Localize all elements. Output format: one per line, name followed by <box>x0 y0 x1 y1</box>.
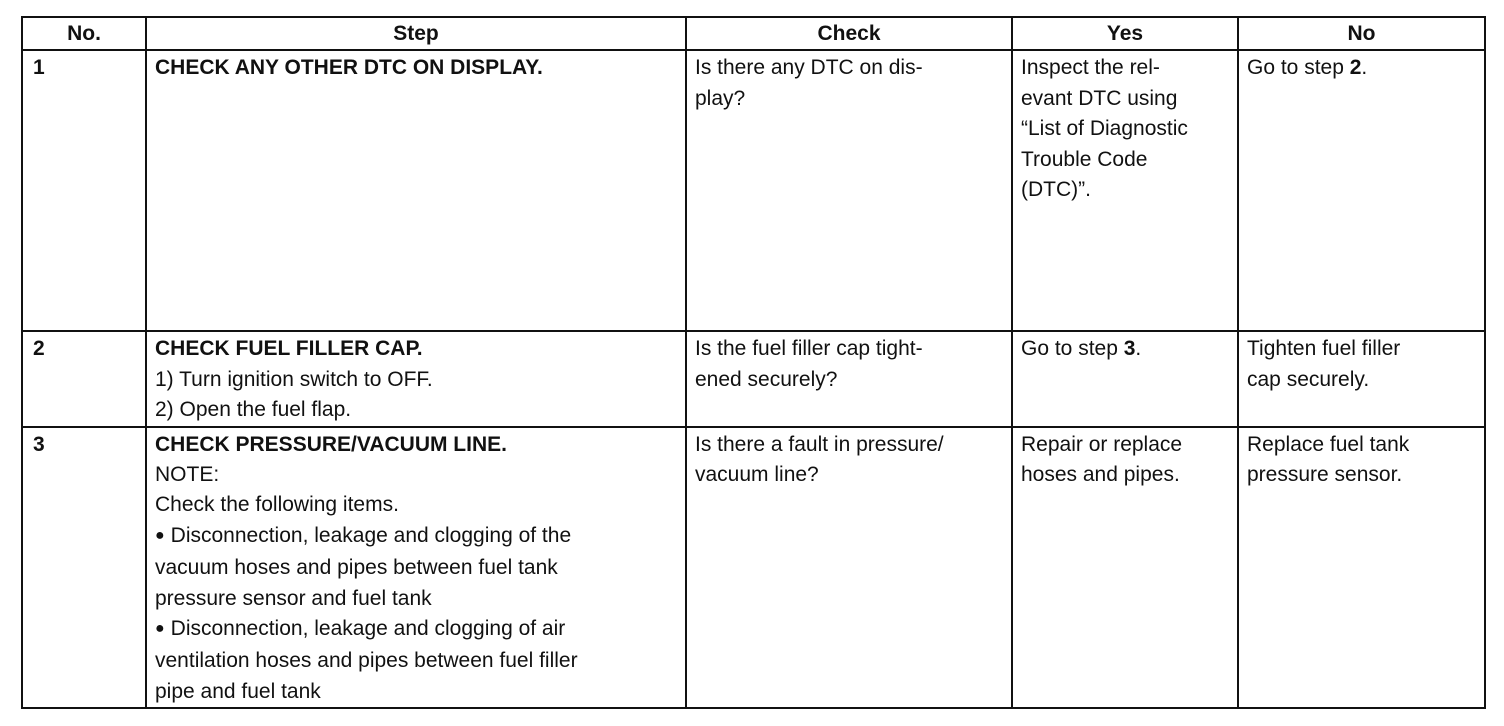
step-cell <box>146 50 686 331</box>
table-row <box>22 427 1485 709</box>
step-title: CHECK ANY OTHER DTC ON DISPLAY. <box>155 56 543 80</box>
check-line: vacuum line? <box>695 463 819 487</box>
check-cell <box>686 427 1012 709</box>
step-number: 1 <box>22 50 146 331</box>
bullet-icon: ● <box>155 526 165 544</box>
yes-line: evant DTC using <box>1021 86 1178 110</box>
no-cell <box>1238 50 1485 331</box>
step-number: 2 <box>22 331 146 426</box>
check-line: play? <box>695 86 746 110</box>
header-no: No. <box>22 17 146 50</box>
bullet-line: Disconnection, leakage and clogging of the <box>170 523 572 547</box>
header-yes: Yes <box>1012 17 1238 50</box>
no-line: Tighten fuel filler <box>1247 337 1401 361</box>
bullet-line: vacuum hoses and pipes between fuel tank <box>155 556 558 580</box>
yes-line: “List of Diagnostic <box>1021 117 1188 141</box>
step-cell <box>146 427 686 709</box>
yes-line: hoses and pipes. <box>1021 463 1180 487</box>
check-line: Is there a fault in pressure/ <box>695 432 944 456</box>
bullet-line: ventilation hoses and pipes between fuel filler <box>155 649 578 673</box>
no-line: Replace fuel tank <box>1247 432 1410 456</box>
yes-line: Repair or replace <box>1021 432 1183 456</box>
step-intro: Check the following items. <box>155 493 399 517</box>
no-text: Go to step <box>1247 56 1350 80</box>
bullet-item <box>155 521 677 614</box>
header-step: Step <box>146 17 686 50</box>
bullet-line: pressure sensor and fuel tank <box>155 586 432 610</box>
yes-text: Go to step <box>1021 337 1124 361</box>
step-cell <box>146 331 686 426</box>
bullet-line: pipe and fuel tank <box>155 679 321 703</box>
yes-line: (DTC)”. <box>1021 178 1091 202</box>
yes-text-suffix: . <box>1135 337 1142 361</box>
yes-cell <box>1012 427 1238 709</box>
step-title: CHECK FUEL FILLER CAP. <box>155 337 423 361</box>
table-row <box>22 50 1485 331</box>
table-row <box>22 331 1485 426</box>
yes-line: Trouble Code <box>1021 147 1148 171</box>
bullet-item <box>155 614 677 707</box>
no-cell <box>1238 427 1485 709</box>
header-no-result: No <box>1238 17 1485 50</box>
step-line: 2) Open the fuel flap. <box>155 398 352 422</box>
yes-cell <box>1012 50 1238 331</box>
no-cell <box>1238 331 1485 426</box>
no-text-suffix: . <box>1361 56 1368 80</box>
bullet-icon: ● <box>155 620 165 638</box>
step-note: NOTE: <box>155 463 220 487</box>
check-cell <box>686 50 1012 331</box>
diagnostic-table <box>21 16 1486 709</box>
step-reference: 2 <box>1349 56 1362 80</box>
check-cell <box>686 331 1012 426</box>
check-line: ened securely? <box>695 367 838 391</box>
step-line: 1) Turn ignition switch to OFF. <box>155 367 433 391</box>
step-number: 3 <box>22 427 146 709</box>
bullet-line: Disconnection, leakage and clogging of air <box>170 617 566 641</box>
step-title: CHECK PRESSURE/VACUUM LINE. <box>155 432 507 456</box>
no-line: cap securely. <box>1247 367 1370 391</box>
step-reference: 3 <box>1123 337 1136 361</box>
check-line: Is the fuel filler cap tight- <box>695 337 923 361</box>
header-check: Check <box>686 17 1012 50</box>
check-line: Is there any DTC on dis- <box>695 56 923 80</box>
yes-line: Inspect the rel- <box>1021 56 1160 80</box>
no-line: pressure sensor. <box>1247 463 1403 487</box>
yes-cell <box>1012 331 1238 426</box>
header-row <box>22 17 1485 50</box>
